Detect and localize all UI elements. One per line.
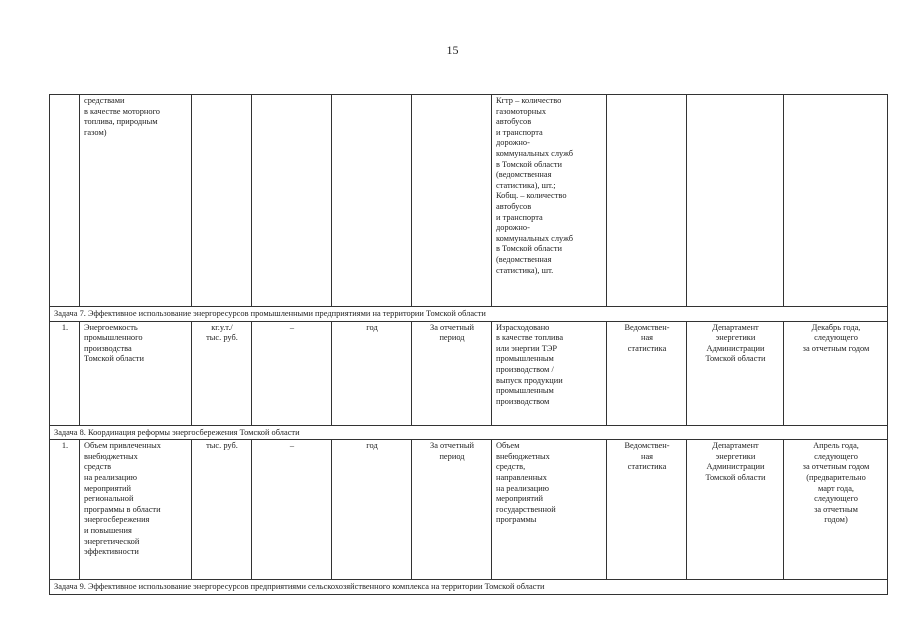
table-row [50,321,888,425]
task-8-title: Задача 8. Координация реформы энергосбережения Томской области [50,425,888,440]
source-cell: Ведомствен- ная статистика [607,440,687,580]
page-number: 15 [446,43,459,57]
unit-cell: тыс. руб. [192,440,252,580]
source-cell: Ведомствен- ная статистика [607,321,687,425]
formula-cell: Объем внебюджетных средств, направленных на реализацию мероприятий государственной программы [492,440,607,580]
formula-cell: Кгтр – количество газомоторных автобусов и транспорта дорожно- коммунальных служб в Томской области (ведомственная статистика), шт.; Кобщ. – количество автобусов и транспорта дорожно- коммунальных служб в Томской области (ведомственная статистика), шт. [492,95,607,307]
dash-cell: – [252,321,332,425]
task-heading-row [50,580,888,595]
indicators-table [49,94,888,595]
deadline-cell: Апрель года, следующего за отчетным годом (предварительно март года, следующего за отчетным годом) [784,440,888,580]
responsible-cell: Департамент энергетики Администрации Томской области [687,440,784,580]
table-row [50,440,888,580]
indicator-cell: Энергоемкость промышленного производства Томской области [80,321,192,425]
continued-row [50,95,888,307]
periodicity-cell: год [332,440,412,580]
dash-cell: – [252,440,332,580]
period-cell: За отчетный период [412,321,492,425]
periodicity-cell: год [332,321,412,425]
task-heading-row [50,307,888,322]
task-7-title: Задача 7. Эффективное использование энергоресурсов промышленными предприятиями на территории Томской области [50,307,888,322]
indicator-cell: средствами в качестве моторного топлива, природным газом) [80,95,192,307]
row-number: 1. [50,321,80,425]
row-number: 1. [50,440,80,580]
deadline-cell: Декабрь года, следующего за отчетным годом [784,321,888,425]
indicator-cell: Объем привлеченных внебюджетных средств на реализацию мероприятий региональной программы в области энергосбережения и повышения энергетической эффективности [80,440,192,580]
period-cell: За отчетный период [412,440,492,580]
responsible-cell: Департамент энергетики Администрации Томской области [687,321,784,425]
unit-cell: кг.у.т./ тыс. руб. [192,321,252,425]
task-heading-row [50,425,888,440]
task-9-title: Задача 9. Эффективное использование энергоресурсов предприятиями сельскохозяйственного комплекса на территории Томской области [50,580,888,595]
formula-cell: Израсходовано в качестве топлива или энергии ТЭР промышленным производством / выпуск продукции промышленным производством [492,321,607,425]
